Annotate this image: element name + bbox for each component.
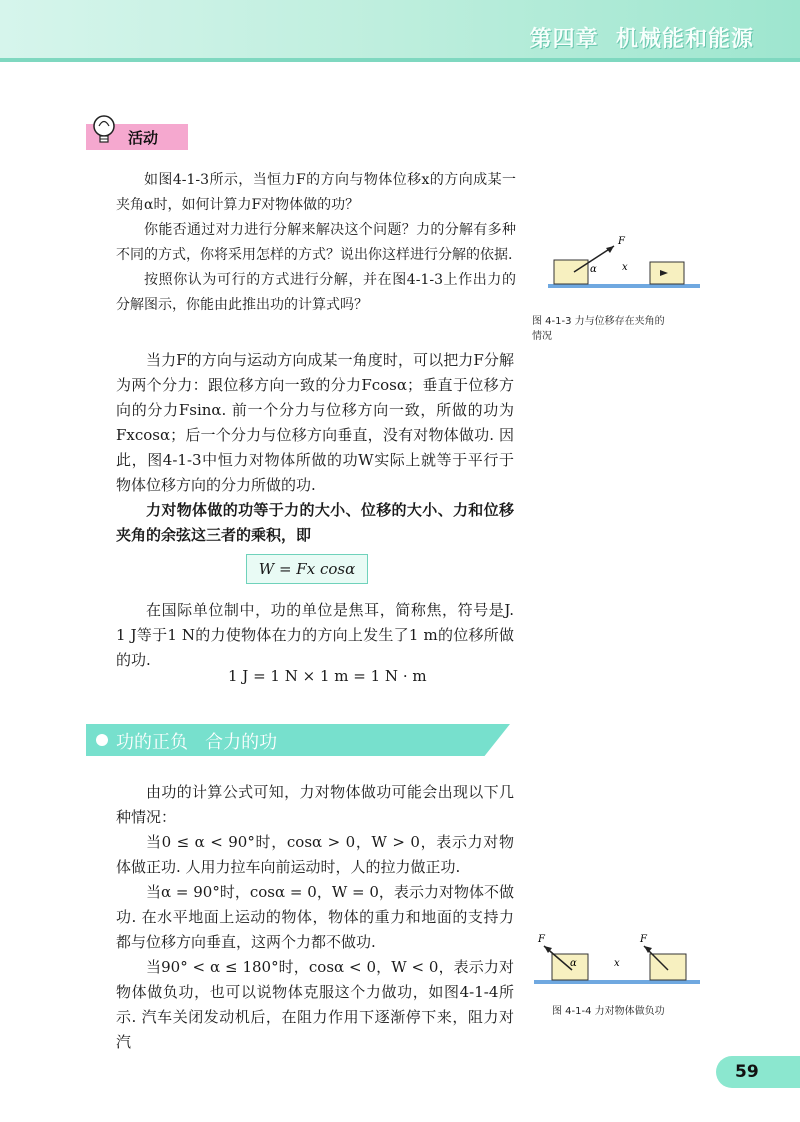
block-left <box>554 260 588 284</box>
unit-equation: 1 J = 1 N × 1 m = 1 N · m <box>228 667 427 685</box>
ground-line <box>548 284 700 288</box>
unit-body <box>116 598 514 673</box>
figure-4-1-3 <box>544 228 704 296</box>
body-paragraph: 当α = 90°时，cosα = 0，W = 0，表示力对物体不做功. 在水平地面上运动的物体，物体的重力和地面的支持力都与位移方向垂直，这两个力都不做功. <box>116 883 514 951</box>
bullet-icon <box>96 734 108 746</box>
work-definition: 力对物体做的功等于力的大小、位移的大小、力和位移夹角的余弦这三者的乘积，即 <box>116 501 514 544</box>
label-x: x <box>614 958 620 969</box>
activity-label: 活动 <box>128 129 159 147</box>
body-paragraph: 由功的计算公式可知，力对物体做功可能会出现以下几种情况： <box>116 783 514 826</box>
body-paragraph: 在国际单位制中，功的单位是焦耳，简称焦，符号是J. 1 J等于1 N的力使物体在力的方向上发生了1 m的位移所做的功. <box>116 601 514 669</box>
label-alpha: α <box>570 958 577 969</box>
figure-4-1-4-caption: 图 4-1-4 力对物体做负功 <box>552 1006 665 1017</box>
label-F: F <box>640 934 647 945</box>
body-paragraph: 当90° < α ≤ 180°时，cosα < 0，W < 0，表示力对物体做负功，也可以说物体克服这个力做功，如图4-1-4所示. 汽车关闭发动机后，在阻力作用下逐渐停下来，阻力对汽 <box>116 958 514 1051</box>
chapter-header <box>0 0 800 62</box>
lightbulb-icon <box>90 112 118 148</box>
section-body <box>116 780 514 1055</box>
figure-4-1-3-caption <box>532 314 665 344</box>
activity-text <box>116 168 516 318</box>
label-x: x <box>622 262 628 273</box>
figure-4-1-4 <box>532 930 702 994</box>
ground-line <box>534 980 700 984</box>
label-F: F <box>538 934 545 945</box>
main-body <box>116 348 514 548</box>
section-title: 功的正负 合力的功 <box>116 732 278 753</box>
chapter-title: 第四章 机械能和能源 <box>529 27 754 52</box>
caption-line: 图 4-1-3 力与位移存在夹角的 <box>532 316 665 327</box>
label-alpha: α <box>590 264 597 275</box>
page-number: 59 <box>735 1062 759 1082</box>
body-paragraph: 当0 ≤ α < 90°时，cosα > 0，W > 0，表示力对物体做正功. 人用力拉车向前运动时，人的拉力做正功. <box>116 833 514 876</box>
activity-paragraph: 如图4-1-3所示，当恒力F的方向与物体位移x的方向成某一夹角α时，如何计算力F对物体做的功？ <box>116 172 516 213</box>
activity-paragraph: 你能否通过对力进行分解来解决这个问题？力的分解有多种不同的方式，你将采用怎样的方式？说出你这样进行分解的依据. <box>116 222 516 263</box>
activity-paragraph: 按照你认为可行的方式进行分解，并在图4-1-3上作出力的分解图示，你能由此推出功的计算式吗？ <box>116 272 516 313</box>
body-paragraph: 当力F的方向与运动方向成某一角度时，可以把力F分解为两个分力：跟位移方向一致的分力Fcosα；垂直于位移方向的分力Fsinα. 前一个分力与位移方向一致，所做的功为Fxcosα；后一个分力与位移方向垂直，没有对物体做功. 因此，图4-1-3中恒力对物体所做的功W实际上就等于平行于物体位移方向的分力所做的功. <box>116 351 514 494</box>
work-formula: W = Fx cosα <box>246 554 368 584</box>
caption-line: 情况 <box>532 331 552 342</box>
label-F: F <box>618 236 625 247</box>
